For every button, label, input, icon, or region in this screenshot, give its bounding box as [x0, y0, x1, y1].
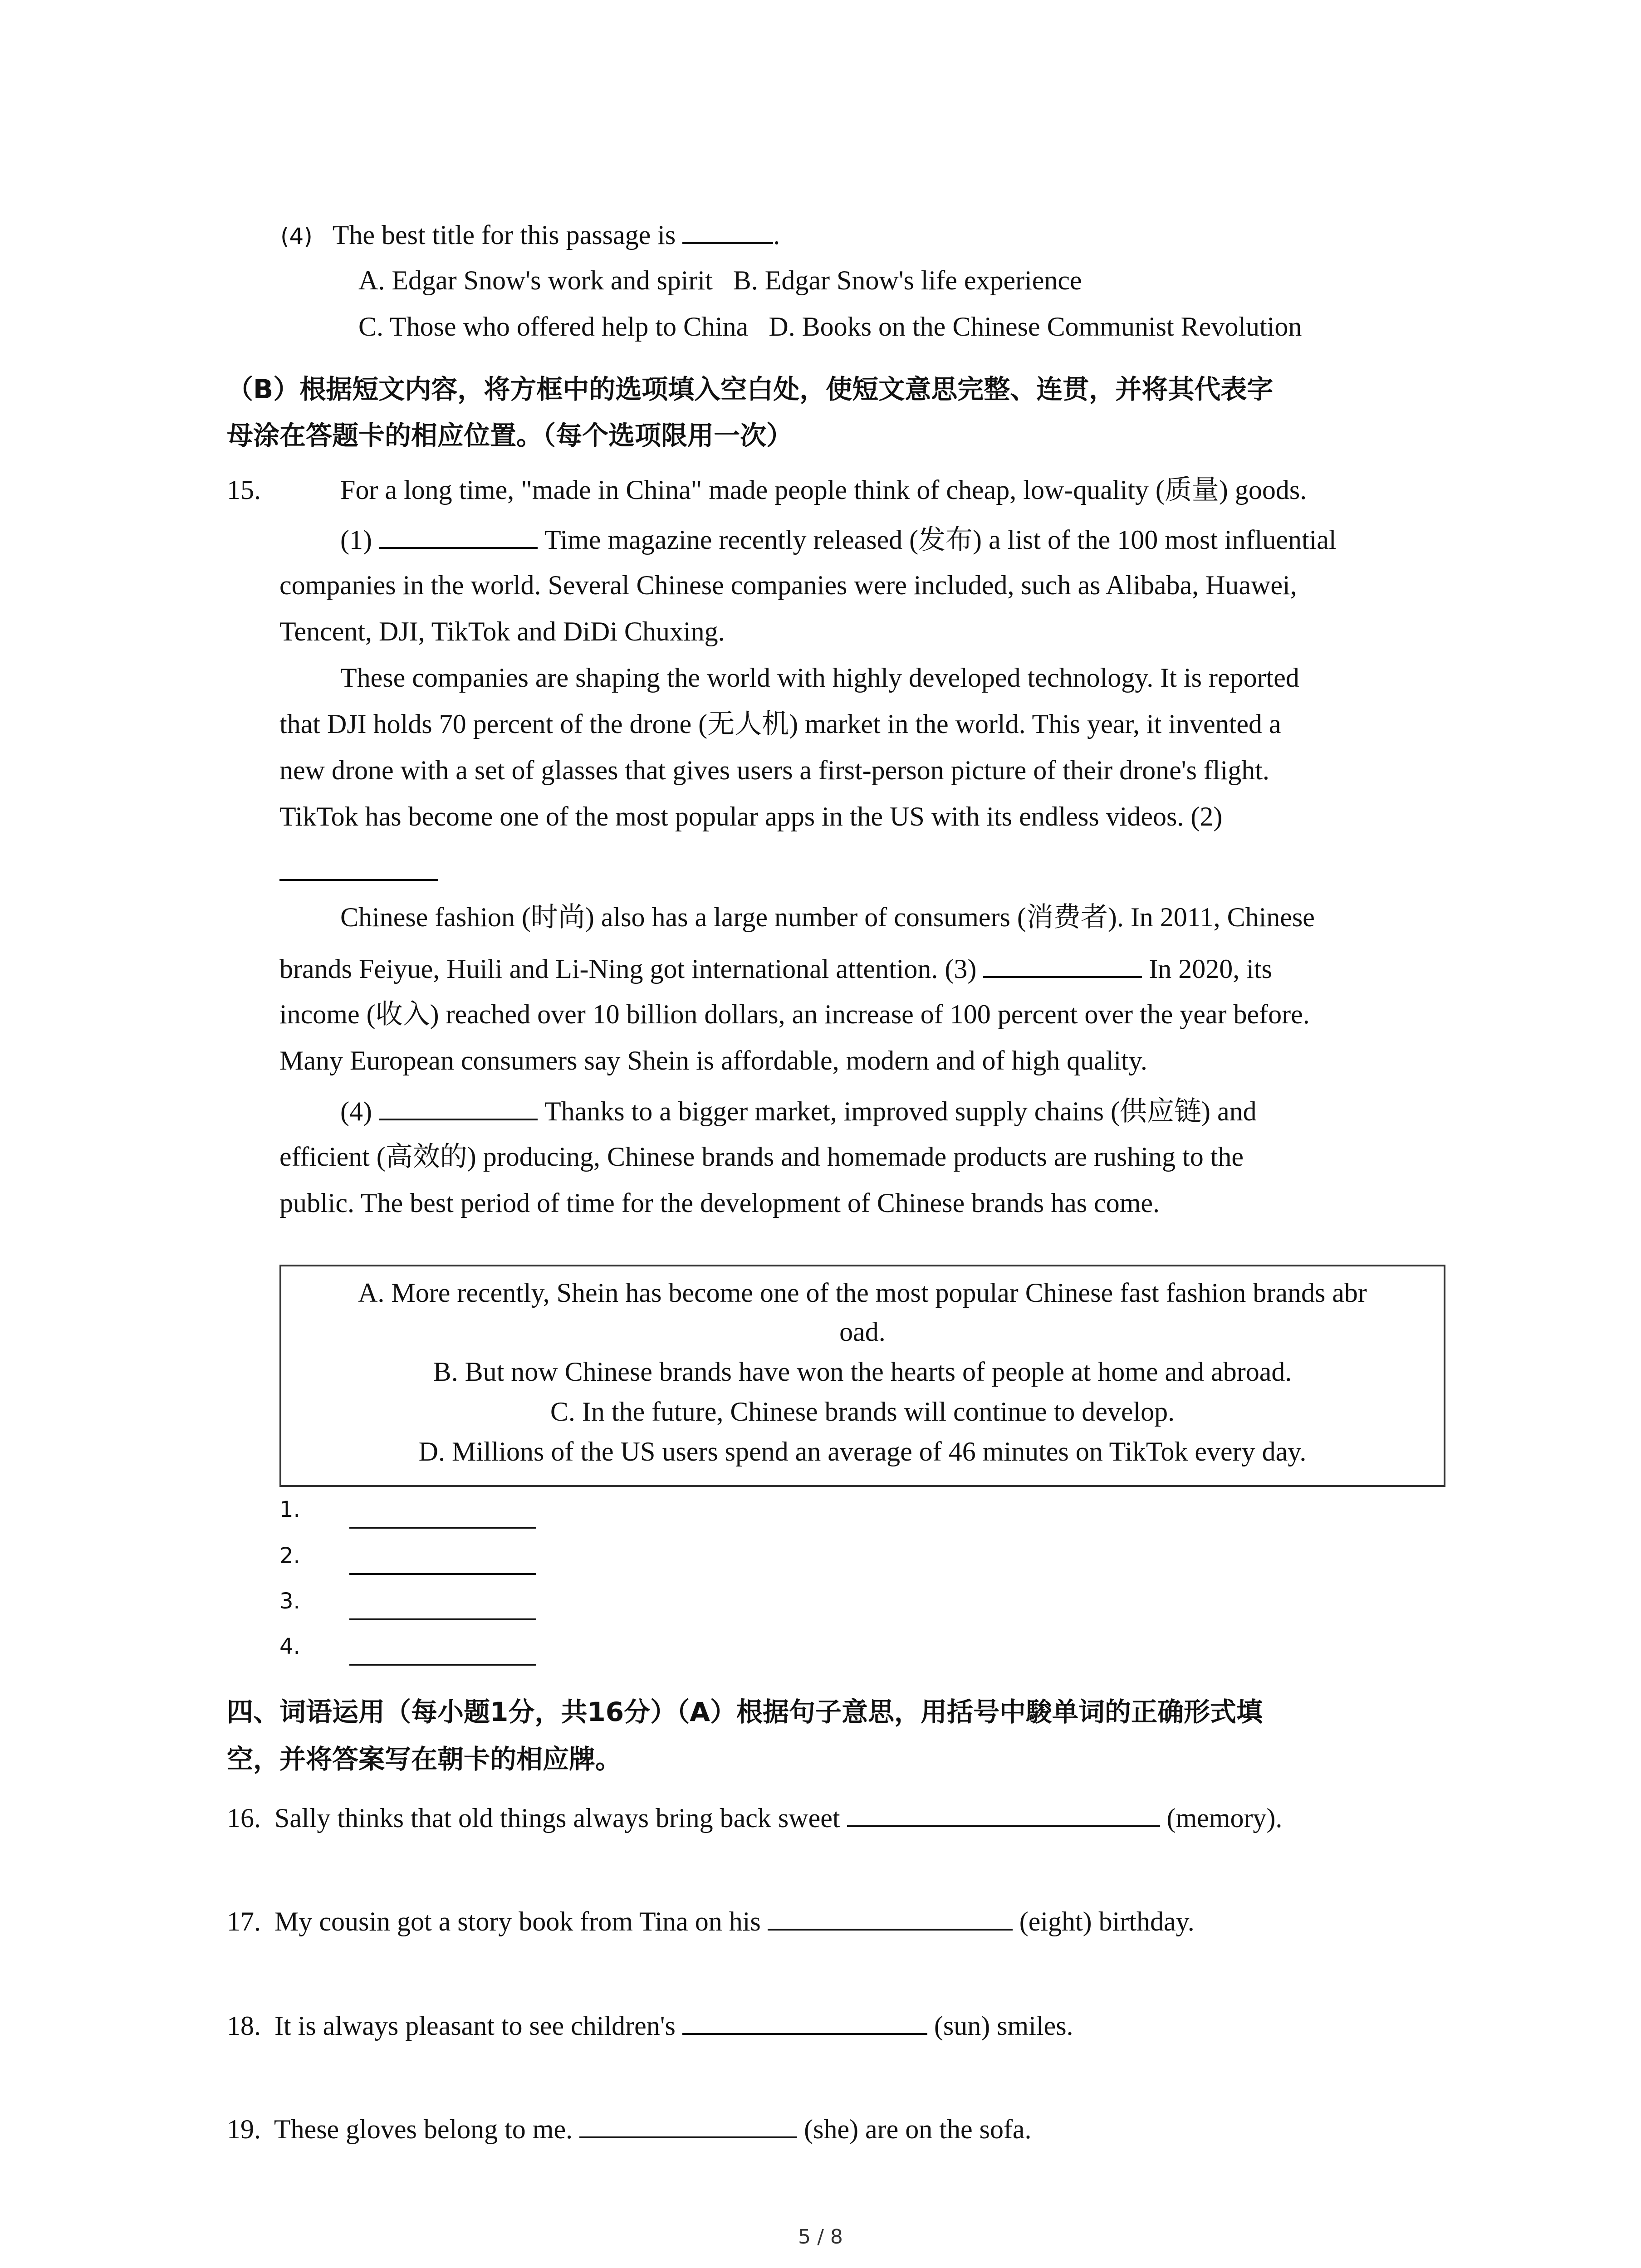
- passage-line: Many European consumers say Shein is affordable, modern and of high quality.: [279, 1046, 1147, 1075]
- answer-line-3[interactable]: [349, 1618, 536, 1620]
- question-number: 17.: [227, 1906, 261, 1936]
- answer-line-4[interactable]: [349, 1664, 536, 1666]
- options-box: [279, 1265, 1445, 1487]
- answer-blank[interactable]: [579, 2110, 797, 2138]
- option-a-continued: oad.: [839, 1317, 886, 1347]
- question-18: [227, 2007, 1073, 2044]
- answer-blank: [682, 216, 773, 244]
- passage-line: new drone with a set of glasses that gives users a first-person picture of their drone's flight.: [279, 755, 1269, 785]
- option-row-cd: [358, 308, 1302, 345]
- section-4-instruction-line1: 四、词语运用（每小题1分，共16分）（A）根据句子意思，用括号中駿单词的正确形式填: [227, 1696, 1263, 1727]
- answer-blank[interactable]: [768, 1902, 1013, 1931]
- section-b-instruction-line1: （B）根据短文内容，将方框中的选项填入空白处，使短文意思完整、连贯，并将其代表字: [227, 374, 1274, 405]
- passage-line: [279, 853, 438, 890]
- passage-line: brands Feiyue, Huili and Li-Ning got international attention. (3) In 2020, its: [279, 950, 1272, 987]
- answer-number-4: 4.: [279, 1634, 300, 1659]
- answer-blank[interactable]: [682, 2007, 927, 2035]
- question-text: Sally thinks that old things always bring back sweet: [274, 1803, 840, 1833]
- question-19: [227, 2110, 1032, 2147]
- passage-line: These companies are shaping the world with highly developed technology. It is reported: [340, 663, 1299, 693]
- passage-line: that DJI holds 70 percent of the drone (无人机) market in the world. This year, it invented a: [279, 709, 1281, 739]
- option-a: A. More recently, Shein has become one of the most popular Chinese fast fashion brands abr: [358, 1278, 1367, 1308]
- answer-blank-1: [379, 521, 538, 549]
- passage-line: companies in the world. Several Chinese companies were included, such as Alibaba, Huawei,: [279, 570, 1297, 600]
- option-c: C. In the future, Chinese brands will continue to develop.: [550, 1397, 1175, 1427]
- page-number: 5 / 8: [798, 2225, 843, 2248]
- question-hint: (memory).: [1166, 1803, 1283, 1833]
- passage-line: (4) Thanks to a bigger market, improved supply chains (供应链) and: [340, 1092, 1257, 1129]
- section-4-instruction-line2: 空，并将答案写在朝卡的相应牌。: [227, 1744, 622, 1774]
- passage-line: Chinese fashion (时尚) also has a large number of consumers (消费者). In 2011, Chinese: [340, 902, 1315, 932]
- option-row-ab: [358, 262, 1082, 298]
- passage-line: efficient (高效的) producing, Chinese brands and homemade products are rushing to the: [279, 1142, 1244, 1172]
- question-17: [227, 1902, 1195, 1940]
- question-number: (4): [280, 223, 313, 249]
- question-number: 16.: [227, 1803, 261, 1833]
- answer-blank-3: [983, 950, 1142, 978]
- question-16: [227, 1799, 1282, 1836]
- question-hint: (eight) birthday.: [1019, 1906, 1195, 1936]
- passage-line: income (收入) reached over 10 billion dollars, an increase of 100 percent over the year before.: [279, 999, 1310, 1029]
- option-a: A. Edgar Snow's work and spirit: [358, 265, 713, 295]
- question-text: The best title for this passage is: [332, 220, 676, 250]
- passage-line: TikTok has become one of the most popular apps in the US with its endless videos. (2): [279, 802, 1223, 831]
- question-text: My cousin got a story book from Tina on his: [274, 1906, 761, 1936]
- question-text: These gloves belong to me.: [274, 2114, 573, 2144]
- option-b: B. Edgar Snow's life experience: [733, 265, 1082, 295]
- answer-number-2: 2.: [279, 1543, 300, 1569]
- question-number: 18.: [227, 2011, 261, 2041]
- answer-number-1: 1.: [279, 1497, 300, 1522]
- passage-line: Tencent, DJI, TikTok and DiDi Chuxing.: [279, 616, 725, 646]
- question-hint: (sun) smiles.: [934, 2011, 1073, 2041]
- answer-blank-4: [379, 1092, 538, 1120]
- passage-line: (1) Time magazine recently released (发布) a list of the 100 most influential: [340, 521, 1337, 558]
- passage-line: public. The best period of time for the development of Chinese brands has come.: [279, 1188, 1160, 1218]
- answer-line-2[interactable]: [349, 1573, 536, 1575]
- answer-blank-2: [279, 853, 438, 881]
- answer-line-1[interactable]: [349, 1527, 536, 1529]
- answer-blank[interactable]: [847, 1799, 1160, 1827]
- answer-number-3: 3.: [279, 1589, 300, 1614]
- question-number: 19.: [227, 2114, 261, 2144]
- question-text: It is always pleasant to see children's: [274, 2011, 676, 2041]
- option-b: B. But now Chinese brands have won the hearts of people at home and abroad.: [433, 1357, 1292, 1387]
- option-c: C. Those who offered help to China: [358, 312, 749, 342]
- option-d: D. Millions of the US users spend an average of 46 minutes on TikTok every day.: [418, 1437, 1307, 1466]
- question-15-number: 15.: [227, 475, 261, 505]
- option-d: D. Books on the Chinese Communist Revolution: [769, 312, 1302, 342]
- question-14-4-stem: (4) The best title for this passage is .: [280, 216, 780, 254]
- question-hint: (she) are on the sofa.: [804, 2114, 1032, 2144]
- section-b-instruction-line2: 母涂在答题卡的相应位置。（每个选项限用一次）: [227, 420, 793, 451]
- passage-line: For a long time, "made in China" made people think of cheap, low-quality (质量) goods.: [340, 475, 1307, 505]
